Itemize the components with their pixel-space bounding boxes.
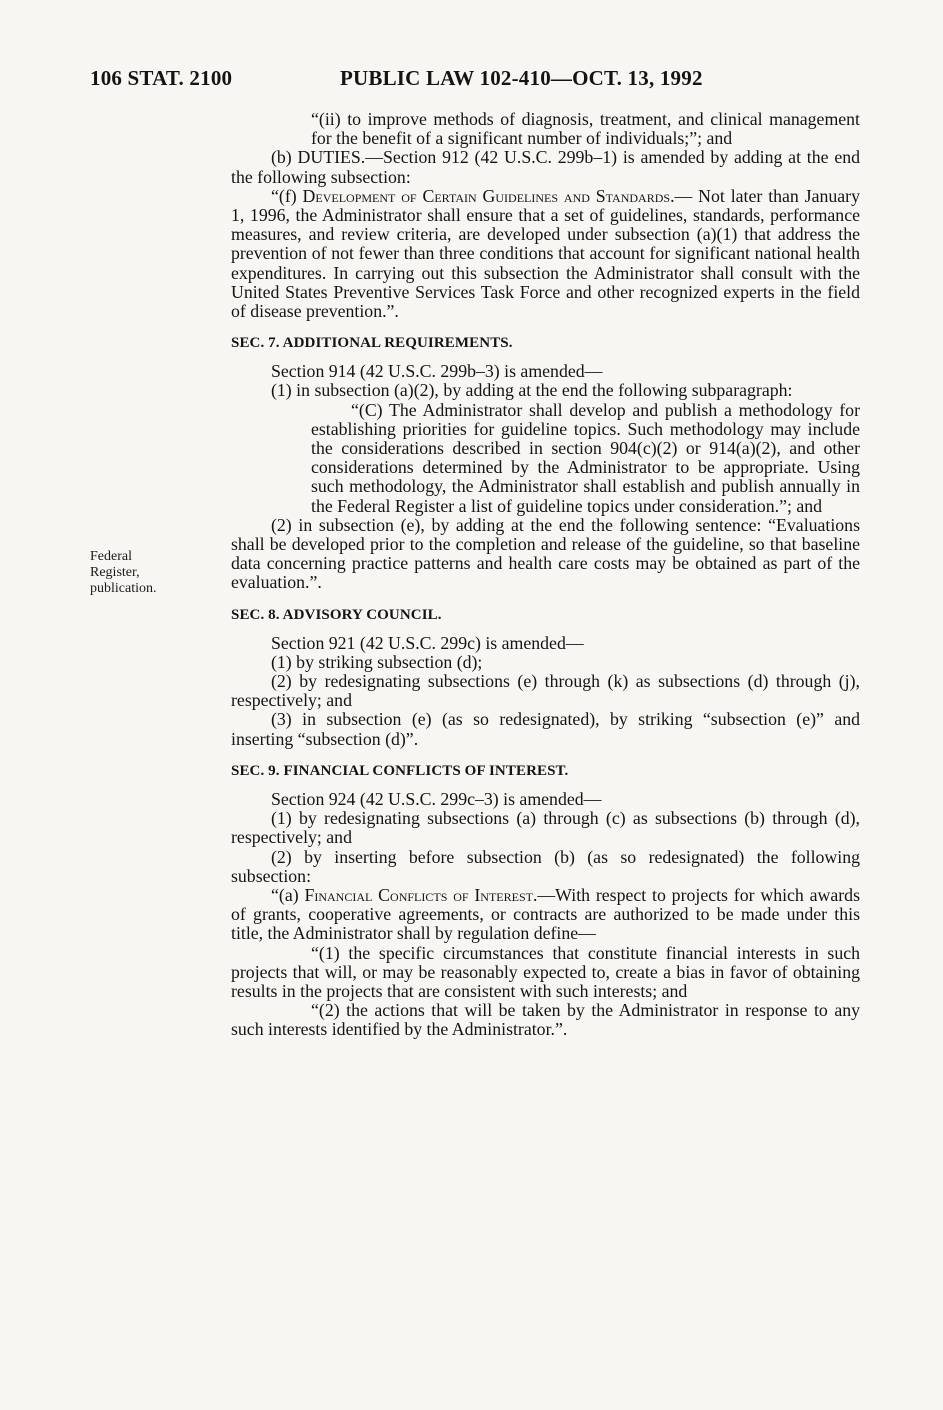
subsection-f-open: “(f) [271, 185, 303, 206]
section-9-a-item-1: “(1) the specific circumstances that constitute financial interests in such projects that will, or may be reasonably expected to, create a bias in favor of obtaining results in the projects that are consistent with such interests; and [231, 942, 860, 1001]
section-8-item-2: (2) by redesignating subsections (e) through (k) as subsections (d) through (j), respectively; and [231, 671, 860, 711]
subsection-a-heading: Financial Conflicts of Interest [304, 884, 533, 905]
section-8-item-1: (1) by striking subsection (d); [271, 651, 483, 672]
paragraph-subsection-f [231, 187, 860, 321]
subsection-a-open: “(a) [271, 884, 305, 905]
margin-note [90, 549, 210, 597]
section-7-intro: Section 914 (42 U.S.C. 299b–3) is amended— [271, 361, 603, 382]
statute-page-number: 106 STAT. 2100 [90, 66, 233, 90]
section-7-heading: SEC. 7. ADDITIONAL REQUIREMENTS. [231, 335, 513, 352]
paragraph-clause-ii: “(ii) to improve methods of diagnosis, treatment, and clinical management for the benefit of a significant number of individuals;”; and [311, 109, 860, 149]
paragraph-duties [231, 148, 860, 186]
subsection-f-heading: Development of Certain Guidelines and Standards [302, 185, 671, 206]
section-8-heading: SEC. 8. ADVISORY COUNCIL. [231, 606, 442, 623]
subsection-a-text: .—With respect to projects for which awards of grants, cooperative agreements, or contracts are authorized to be made under this title, the Administrator shall by regulation define— [231, 884, 860, 944]
section-7-subparagraph-c: “(C) The Administrator shall develop and publish a methodology for establishing priorities for guideline topics. Such methodology may include the considerations described in section 904(c)(2) or 914(a)(2), and other considerations determined by the Administrator to be appropriate. Using such methodology, the Administrator shall establish and publish annually in the Federal Register a list of guideline topics under consideration.”; and [311, 399, 860, 516]
margin-note-line: publication. [90, 581, 157, 596]
section-7-item-1: (1) in subsection (a)(2), by adding at the end the following subparagraph: [271, 380, 793, 401]
body-text [231, 110, 860, 1040]
margin-note-line: Register, [90, 565, 140, 580]
page-header [90, 66, 860, 96]
margin-note-line: Federal [90, 549, 132, 564]
duties-smallcaps: UTIES [310, 147, 361, 168]
subsection-f-text: .— Not later than January 1, 1996, the Administrator shall ensure that a set of guidelines, standards, performance measures, and review criteria, are developed under subsection (a)(1) that address the prevention of not fewer than three conditions that account for significant national health expenditures. In carrying out this subsection the Administrator shall consult with the United States Preventive Services Task Force and other recognized experts in the field of disease prevention.”. [231, 185, 860, 322]
duties-label: (b) D [271, 147, 311, 168]
section-9-heading: SEC. 9. FINANCIAL CONFLICTS OF INTEREST. [231, 762, 569, 779]
section-9-item-2: (2) by inserting before subsection (b) (as so redesignated) the following subsection: [231, 846, 860, 886]
section-8-item-3: (3) in subsection (e) (as so redesignated), by striking “subsection (e)” and inserting “subsection (d)”. [231, 709, 860, 749]
section-9-item-1: (1) by redesignating subsections (a) through (c) as subsections (b) through (d), respectively; and [231, 808, 860, 848]
section-9-subsection-a [231, 886, 860, 944]
duties-text: .—Section 912 (42 U.S.C. 299b–1) is amended by adding at the end the following subsection: [231, 147, 860, 187]
section-9-a-item-2: “(2) the actions that will be taken by the Administrator in response to any such interests identified by the Administrator.”. [231, 1000, 860, 1040]
section-7-item-2: (2) in subsection (e), by adding at the end the following sentence: “Evaluations shall be developed prior to the completion and release of the guideline, so that baseline data concerning practice patterns and health care costs may be obtained as part of the evaluation.”. [231, 514, 860, 593]
law-title: PUBLIC LAW 102-410—OCT. 13, 1992 [340, 66, 703, 90]
section-9-intro: Section 924 (42 U.S.C. 299c–3) is amended— [271, 788, 602, 809]
section-8-intro: Section 921 (42 U.S.C. 299c) is amended— [271, 632, 584, 653]
